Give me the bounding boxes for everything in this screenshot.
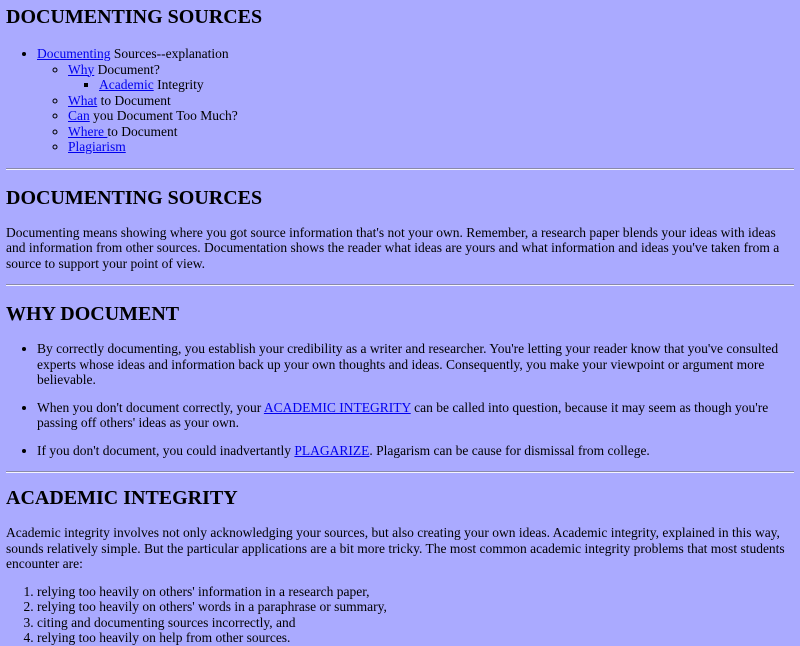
list-item: 3. citing and documenting sources incorrectly, and	[37, 615, 794, 631]
toc-item-what	[68, 93, 794, 109]
section-paragraph: Academic integrity involves not only acknowledging your sources, but also creating your own ideas. Academic integrity, explained in this way, sounds relatively simple. But the particular applications are a bit more tricky. The most common academic integrity problems that most students encounter are:	[6, 525, 785, 571]
list-item: • By correctly documenting, you establish your credibility as a writer and researcher. You're letting your reader know that you've consulted experts whose ideas and information back up your own thoughts and ideas. Consequently, you make your viewpoint or argument more believable.	[37, 341, 794, 388]
list-item	[37, 443, 794, 459]
toc-link-can[interactable]: Can	[68, 108, 90, 123]
toc-link-why[interactable]: Why	[68, 61, 95, 77]
toc-item-text: Document?	[94, 61, 160, 77]
toc-item-text: to Document	[97, 92, 171, 108]
list-item: 2. relying too heavily on others' words in a paraphrase or summary,	[37, 599, 794, 615]
toc-sublist	[37, 62, 794, 155]
list-item-text: can be called into question, because it may seem as though you're passing off others' ideas as your own.	[37, 399, 769, 430]
divider	[6, 284, 794, 286]
list-item: 1. relying too heavily on others' information in a research paper,	[37, 584, 794, 600]
divider	[6, 168, 794, 170]
divider	[6, 471, 794, 473]
toc-item-documenting	[37, 46, 794, 155]
why-document-list	[6, 341, 794, 458]
integrity-problems-list	[6, 584, 794, 646]
plagarize-link[interactable]: PLAGARIZE	[294, 442, 370, 458]
toc-link-plagiarism[interactable]: Plagiarism	[68, 139, 126, 154]
toc-item-where	[68, 124, 794, 140]
list-item-text: If you don't document, you could inadvertantly	[37, 442, 295, 458]
toc-list	[6, 46, 794, 155]
toc-item-text: you Document Too Much?	[89, 108, 238, 123]
toc-link-academic[interactable]: Academic	[99, 77, 154, 92]
section-heading-documenting-sources: DOCUMENTING SOURCES	[6, 186, 263, 209]
toc-item-text: Sources--explanation	[110, 46, 229, 61]
toc-item-academic	[99, 77, 794, 93]
section-paragraph: Documenting means showing where you got source information that's not your own. Remember, a research paper blends your ideas with ideas and information from other sources. Documentation shows the reader what ideas are yours and what information and ideas you've taken from a source to support your point of view.	[6, 224, 780, 271]
toc-item-plagiarism	[68, 139, 794, 155]
toc-link-documenting[interactable]: Documenting	[37, 46, 111, 61]
academic-integrity-link[interactable]: ACADEMIC INTEGRITY	[263, 399, 411, 415]
section-heading-why-document: WHY DOCUMENT	[6, 303, 180, 325]
toc-item-can	[68, 108, 794, 124]
toc-title: DOCUMENTING SOURCES	[6, 6, 263, 28]
toc-item-why	[68, 62, 794, 93]
list-item-text: When you don't document correctly, your	[37, 399, 264, 415]
toc-item-text: Integrity	[153, 77, 204, 92]
toc-subsublist	[68, 77, 794, 93]
toc-item-text: to Document	[107, 123, 178, 139]
section-heading-academic-integrity: ACADEMIC INTEGRITY	[6, 487, 238, 509]
toc-link-where[interactable]: Where	[68, 123, 108, 139]
list-item-text: . Plagarism can be cause for dismissal from college.	[369, 442, 650, 458]
list-item	[37, 400, 794, 431]
list-item: 4. relying too heavily on help from other sources.	[37, 630, 794, 646]
toc-link-what[interactable]: What	[68, 92, 98, 108]
